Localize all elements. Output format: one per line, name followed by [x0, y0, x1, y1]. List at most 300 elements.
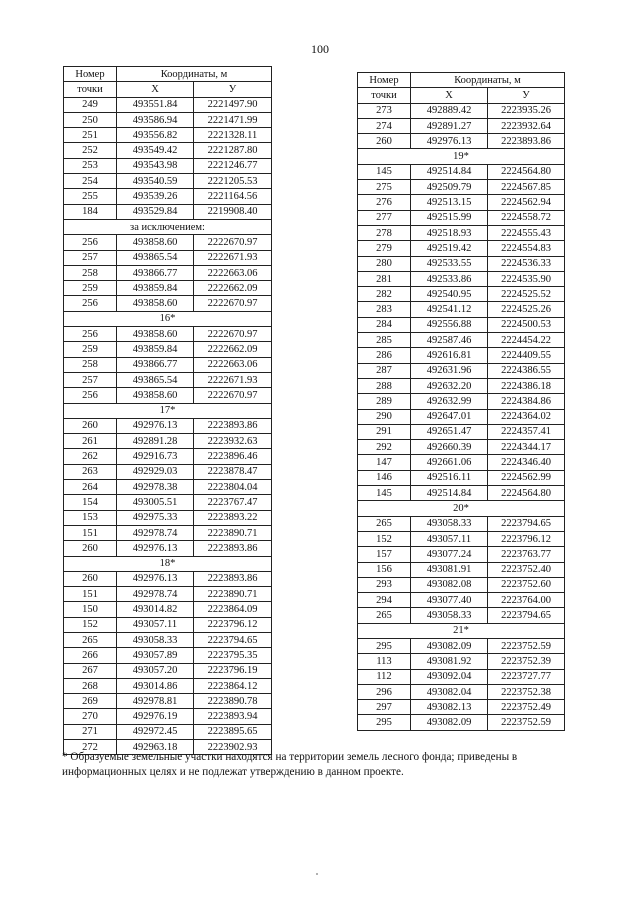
- y-coordinate-cell: 2223752.39: [488, 654, 565, 669]
- x-coordinate-cell: 493082.13: [411, 700, 488, 715]
- y-coordinate-cell: 2224554.83: [488, 241, 565, 256]
- table-row: [64, 143, 272, 158]
- x-coordinate-cell: 493858.60: [117, 296, 194, 311]
- table-row: [358, 669, 565, 684]
- point-number-cell: 153: [64, 510, 117, 525]
- point-number-cell: 294: [358, 593, 411, 608]
- x-coordinate-cell: 493081.91: [411, 562, 488, 577]
- point-number-cell: 253: [64, 158, 117, 173]
- section-row: [358, 149, 565, 164]
- y-coordinate-cell: 2224567.85: [488, 180, 565, 195]
- y-coordinate-cell: 2223893.94: [194, 709, 272, 724]
- table-row: [358, 302, 565, 317]
- table-row: [358, 577, 565, 592]
- point-number-cell: 284: [358, 317, 411, 332]
- point-header-bottom: точки: [358, 88, 411, 103]
- point-number-cell: 265: [358, 608, 411, 623]
- x-coordinate-cell: 493057.89: [117, 648, 194, 663]
- y-coordinate-cell: 2223804.04: [194, 480, 272, 495]
- section-row: [64, 403, 272, 418]
- x-coordinate-cell: 493092.04: [411, 669, 488, 684]
- y-coordinate-cell: 2223864.12: [194, 678, 272, 693]
- point-number-cell: 150: [64, 602, 117, 617]
- table-row: [64, 357, 272, 372]
- x-coordinate-cell: 493014.86: [117, 678, 194, 693]
- x-coordinate-cell: 492889.42: [411, 103, 488, 118]
- x-coordinate-cell: 493058.33: [411, 516, 488, 531]
- y-coordinate-cell: 2223796.12: [488, 531, 565, 546]
- point-number-cell: 266: [64, 648, 117, 663]
- point-number-cell: 259: [64, 342, 117, 357]
- y-coordinate-cell: 2224384.86: [488, 394, 565, 409]
- y-coordinate-cell: 2224564.80: [488, 164, 565, 179]
- y-coordinate-cell: 2222670.97: [194, 327, 272, 342]
- y-coordinate-cell: 2222670.97: [194, 388, 272, 403]
- x-coordinate-cell: 493866.77: [117, 357, 194, 372]
- table-row: [358, 455, 565, 470]
- coordinates-table-right-body: [358, 73, 565, 731]
- y-coordinate-cell: 2221328.11: [194, 128, 272, 143]
- x-coordinate-cell: 493057.20: [117, 663, 194, 678]
- table-row: [358, 164, 565, 179]
- point-number-cell: 280: [358, 256, 411, 271]
- y-coordinate-cell: 2223935.26: [488, 103, 565, 118]
- table-row: [64, 388, 272, 403]
- table-row: [64, 158, 272, 173]
- y-coordinate-cell: 2223794.65: [194, 632, 272, 647]
- x-coordinate-cell: 493529.84: [117, 204, 194, 219]
- x-coordinate-cell: 493081.92: [411, 654, 488, 669]
- section-row: [64, 556, 272, 571]
- table-row: [358, 134, 565, 149]
- coords-header: Координаты, м: [117, 67, 272, 82]
- point-number-cell: 146: [358, 470, 411, 485]
- point-number-cell: 263: [64, 464, 117, 479]
- point-number-cell: 276: [358, 195, 411, 210]
- y-coordinate-cell: 2223895.65: [194, 724, 272, 739]
- x-coordinate-cell: 493082.09: [411, 638, 488, 653]
- x-coordinate-cell: 493082.08: [411, 577, 488, 592]
- x-coordinate-cell: 492632.99: [411, 394, 488, 409]
- table-row: [64, 204, 272, 219]
- table-row: [64, 648, 272, 663]
- table-row: [64, 694, 272, 709]
- x-coordinate-cell: 493539.26: [117, 189, 194, 204]
- table-row: [358, 195, 565, 210]
- table-row: [64, 434, 272, 449]
- table-row: [64, 541, 272, 556]
- table-row: [358, 486, 565, 501]
- table-row: [64, 265, 272, 280]
- x-coordinate-cell: 492929.03: [117, 464, 194, 479]
- table-row: [358, 470, 565, 485]
- table-row: [358, 409, 565, 424]
- point-number-cell: 271: [64, 724, 117, 739]
- table-row: [358, 531, 565, 546]
- x-coordinate-cell: 493556.82: [117, 128, 194, 143]
- section-label: за исключением:: [64, 219, 272, 234]
- table-row: [64, 663, 272, 678]
- y-coordinate-cell: 2223752.60: [488, 577, 565, 592]
- table-row: [358, 700, 565, 715]
- section-label: 17*: [64, 403, 272, 418]
- x-coordinate-cell: 492978.74: [117, 587, 194, 602]
- y-coordinate-cell: 2224357.41: [488, 424, 565, 439]
- section-label: 16*: [64, 311, 272, 326]
- table-row: [358, 394, 565, 409]
- point-number-cell: 295: [358, 715, 411, 730]
- table-row: [358, 593, 565, 608]
- x-header: X: [117, 82, 194, 97]
- point-number-cell: 260: [64, 418, 117, 433]
- point-number-cell: 275: [358, 180, 411, 195]
- x-coordinate-cell: 492556.88: [411, 317, 488, 332]
- table-row: [358, 363, 565, 378]
- point-number-cell: 255: [64, 189, 117, 204]
- x-coordinate-cell: 493057.11: [411, 531, 488, 546]
- x-coordinate-cell: 492891.28: [117, 434, 194, 449]
- y-coordinate-cell: 2224409.55: [488, 348, 565, 363]
- section-label: 18*: [64, 556, 272, 571]
- point-number-cell: 285: [358, 333, 411, 348]
- table-row: [64, 296, 272, 311]
- y-coordinate-cell: 2223893.86: [194, 418, 272, 433]
- point-number-cell: 151: [64, 587, 117, 602]
- x-coordinate-cell: 492972.45: [117, 724, 194, 739]
- y-coordinate-cell: 2223932.64: [488, 118, 565, 133]
- y-coordinate-cell: 2223890.71: [194, 525, 272, 540]
- y-coordinate-cell: 2222663.06: [194, 357, 272, 372]
- x-coordinate-cell: 492540.95: [411, 287, 488, 302]
- table-row: [64, 112, 272, 127]
- point-number-cell: 296: [358, 684, 411, 699]
- y-coordinate-cell: 2223902.93: [194, 740, 272, 755]
- section-row: [64, 219, 272, 234]
- point-number-cell: 113: [358, 654, 411, 669]
- x-coordinate-cell: 493551.84: [117, 97, 194, 112]
- y-coordinate-cell: 2222671.93: [194, 372, 272, 387]
- y-coordinate-cell: 2223752.59: [488, 715, 565, 730]
- y-coordinate-cell: 2224364.02: [488, 409, 565, 424]
- x-coordinate-cell: 493077.40: [411, 593, 488, 608]
- point-number-cell: 154: [64, 495, 117, 510]
- x-coordinate-cell: 493058.33: [117, 632, 194, 647]
- point-number-cell: 152: [64, 617, 117, 632]
- y-coordinate-cell: 2223864.09: [194, 602, 272, 617]
- x-coordinate-cell: 492533.55: [411, 256, 488, 271]
- point-number-cell: 279: [358, 241, 411, 256]
- x-coordinate-cell: 492518.93: [411, 225, 488, 240]
- point-number-cell: 283: [358, 302, 411, 317]
- table-row: [64, 281, 272, 296]
- y-coordinate-cell: 2224346.40: [488, 455, 565, 470]
- table-row: [358, 256, 565, 271]
- y-coordinate-cell: 2224500.53: [488, 317, 565, 332]
- table-row: [64, 617, 272, 632]
- table-row: [64, 342, 272, 357]
- y-coordinate-cell: 2223764.00: [488, 593, 565, 608]
- y-coordinate-cell: 2223893.86: [194, 571, 272, 586]
- x-coordinate-cell: 492976.19: [117, 709, 194, 724]
- coordinates-table-right: [357, 72, 565, 731]
- y-coordinate-cell: 2222663.06: [194, 265, 272, 280]
- table-row: [64, 174, 272, 189]
- point-number-cell: 156: [358, 562, 411, 577]
- table-row: [358, 210, 565, 225]
- y-coordinate-cell: 2224535.90: [488, 271, 565, 286]
- table-row: [64, 587, 272, 602]
- y-coordinate-cell: 2224562.94: [488, 195, 565, 210]
- y-coordinate-cell: 2221287.80: [194, 143, 272, 158]
- x-coordinate-cell: 493865.54: [117, 372, 194, 387]
- point-number-cell: 254: [64, 174, 117, 189]
- x-coordinate-cell: 493005.51: [117, 495, 194, 510]
- point-number-cell: 288: [358, 378, 411, 393]
- x-coordinate-cell: 492963.18: [117, 740, 194, 755]
- table-row: [64, 709, 272, 724]
- scan-speck: [316, 873, 318, 875]
- x-coordinate-cell: 492533.86: [411, 271, 488, 286]
- point-number-cell: 145: [358, 164, 411, 179]
- x-coordinate-cell: 493082.09: [411, 715, 488, 730]
- table-row: [358, 424, 565, 439]
- x-coordinate-cell: 492647.01: [411, 409, 488, 424]
- point-number-cell: 295: [358, 638, 411, 653]
- x-coordinate-cell: 493858.60: [117, 235, 194, 250]
- y-coordinate-cell: 2222670.97: [194, 296, 272, 311]
- section-row: [358, 623, 565, 638]
- point-number-cell: 252: [64, 143, 117, 158]
- x-coordinate-cell: 492651.47: [411, 424, 488, 439]
- table-row: [358, 271, 565, 286]
- table-header-row: [358, 73, 565, 88]
- x-coordinate-cell: 492587.46: [411, 333, 488, 348]
- table-row: [64, 632, 272, 647]
- footnote: * Образуемые земельные участки находятся на территории земель лесного фонда; приведены в информационных целях и не подлежат утверждению в данном проекте.: [62, 751, 518, 778]
- table-row: [358, 440, 565, 455]
- x-coordinate-cell: 492631.96: [411, 363, 488, 378]
- table-row: [358, 103, 565, 118]
- y-coordinate-cell: 2221246.77: [194, 158, 272, 173]
- y-coordinate-cell: 2222662.09: [194, 342, 272, 357]
- section-label: 21*: [358, 623, 565, 638]
- section-label: 19*: [358, 149, 565, 164]
- y-coordinate-cell: 2224525.26: [488, 302, 565, 317]
- table-row: [358, 348, 565, 363]
- point-number-cell: 265: [358, 516, 411, 531]
- x-coordinate-cell: 492916.73: [117, 449, 194, 464]
- y-coordinate-cell: 2222670.97: [194, 235, 272, 250]
- table-row: [64, 602, 272, 617]
- table-row: [64, 480, 272, 495]
- y-coordinate-cell: 2223796.12: [194, 617, 272, 632]
- table-row: [64, 235, 272, 250]
- table-row: [358, 516, 565, 531]
- y-coordinate-cell: 2223752.38: [488, 684, 565, 699]
- y-coordinate-cell: 2224386.55: [488, 363, 565, 378]
- point-number-cell: 260: [64, 541, 117, 556]
- x-coordinate-cell: 492978.74: [117, 525, 194, 540]
- y-coordinate-cell: 2222662.09: [194, 281, 272, 296]
- point-number-cell: 293: [358, 577, 411, 592]
- coordinates-table-left-body: [64, 67, 272, 755]
- table-row: [64, 449, 272, 464]
- table-row: [358, 378, 565, 393]
- table-row: [358, 715, 565, 730]
- point-number-cell: 277: [358, 210, 411, 225]
- point-number-cell: 256: [64, 327, 117, 342]
- point-number-cell: 274: [358, 118, 411, 133]
- point-number-cell: 262: [64, 449, 117, 464]
- point-number-cell: 257: [64, 372, 117, 387]
- point-number-cell: 112: [358, 669, 411, 684]
- point-number-cell: 256: [64, 388, 117, 403]
- x-coordinate-cell: 493586.94: [117, 112, 194, 127]
- x-coordinate-cell: 493082.04: [411, 684, 488, 699]
- table-row: [64, 464, 272, 479]
- point-number-cell: 270: [64, 709, 117, 724]
- table-row: [358, 547, 565, 562]
- y-coordinate-cell: 2223794.65: [488, 608, 565, 623]
- x-coordinate-cell: 492509.79: [411, 180, 488, 195]
- x-coordinate-cell: 493859.84: [117, 281, 194, 296]
- table-row: [64, 97, 272, 112]
- point-number-cell: 257: [64, 250, 117, 265]
- x-coordinate-cell: 493865.54: [117, 250, 194, 265]
- y-coordinate-cell: 2223896.46: [194, 449, 272, 464]
- x-coordinate-cell: 493058.33: [411, 608, 488, 623]
- point-number-cell: 273: [358, 103, 411, 118]
- point-number-cell: 265: [64, 632, 117, 647]
- y-coordinate-cell: 2224555.43: [488, 225, 565, 240]
- x-coordinate-cell: 493858.60: [117, 327, 194, 342]
- y-coordinate-cell: 2223796.19: [194, 663, 272, 678]
- y-coordinate-cell: 2224558.72: [488, 210, 565, 225]
- y-header: У: [488, 88, 565, 103]
- point-number-cell: 268: [64, 678, 117, 693]
- point-number-cell: 258: [64, 265, 117, 280]
- point-number-cell: 256: [64, 235, 117, 250]
- y-coordinate-cell: 2219908.40: [194, 204, 272, 219]
- point-number-cell: 184: [64, 204, 117, 219]
- point-number-cell: 260: [358, 134, 411, 149]
- y-coordinate-cell: 2224525.52: [488, 287, 565, 302]
- point-number-cell: 286: [358, 348, 411, 363]
- table-row: [64, 571, 272, 586]
- x-coordinate-cell: 492891.27: [411, 118, 488, 133]
- y-coordinate-cell: 2221205.53: [194, 174, 272, 189]
- y-coordinate-cell: 2223878.47: [194, 464, 272, 479]
- point-number-cell: 152: [358, 531, 411, 546]
- x-coordinate-cell: 493077.24: [411, 547, 488, 562]
- x-coordinate-cell: 492519.42: [411, 241, 488, 256]
- table-row: [358, 287, 565, 302]
- table-row: [358, 684, 565, 699]
- y-coordinate-cell: 2224386.18: [488, 378, 565, 393]
- y-coordinate-cell: 2223893.86: [194, 541, 272, 556]
- y-coordinate-cell: 2223794.65: [488, 516, 565, 531]
- point-number-cell: 287: [358, 363, 411, 378]
- table-row: [358, 118, 565, 133]
- table-row: [358, 180, 565, 195]
- point-number-cell: 278: [358, 225, 411, 240]
- point-number-cell: 261: [64, 434, 117, 449]
- y-coordinate-cell: 2223727.77: [488, 669, 565, 684]
- y-coordinate-cell: 2223890.78: [194, 694, 272, 709]
- x-header: X: [411, 88, 488, 103]
- y-coordinate-cell: 2224562.99: [488, 470, 565, 485]
- y-coordinate-cell: 2223763.77: [488, 547, 565, 562]
- table-row: [64, 128, 272, 143]
- y-coordinate-cell: 2222671.93: [194, 250, 272, 265]
- y-coordinate-cell: 2221471.99: [194, 112, 272, 127]
- point-number-cell: 249: [64, 97, 117, 112]
- table-row: [64, 525, 272, 540]
- point-number-cell: 289: [358, 394, 411, 409]
- x-coordinate-cell: 492978.81: [117, 694, 194, 709]
- point-header-top: Номер: [358, 73, 411, 88]
- table-row: [358, 654, 565, 669]
- page-number: 100: [311, 42, 329, 56]
- x-coordinate-cell: 493858.60: [117, 388, 194, 403]
- table-row: [64, 250, 272, 265]
- x-coordinate-cell: 493866.77: [117, 265, 194, 280]
- y-coordinate-cell: 2224344.17: [488, 440, 565, 455]
- point-number-cell: 157: [358, 547, 411, 562]
- table-row: [64, 510, 272, 525]
- section-row: [64, 311, 272, 326]
- y-coordinate-cell: 2224536.33: [488, 256, 565, 271]
- x-coordinate-cell: 493014.82: [117, 602, 194, 617]
- x-coordinate-cell: 492632.20: [411, 378, 488, 393]
- coords-header: Координаты, м: [411, 73, 565, 88]
- y-coordinate-cell: 2223752.40: [488, 562, 565, 577]
- x-coordinate-cell: 492541.12: [411, 302, 488, 317]
- point-number-cell: 250: [64, 112, 117, 127]
- point-number-cell: 269: [64, 694, 117, 709]
- point-number-cell: 292: [358, 440, 411, 455]
- point-number-cell: 256: [64, 296, 117, 311]
- table-row: [358, 225, 565, 240]
- point-header-bottom: точки: [64, 82, 117, 97]
- point-number-cell: 260: [64, 571, 117, 586]
- table-header-row: [64, 67, 272, 82]
- y-coordinate-cell: 2221497.90: [194, 97, 272, 112]
- table-row: [64, 678, 272, 693]
- table-row: [358, 608, 565, 623]
- table-row: [64, 495, 272, 510]
- x-coordinate-cell: 492514.84: [411, 164, 488, 179]
- point-number-cell: 267: [64, 663, 117, 678]
- table-row: [64, 418, 272, 433]
- table-row: [358, 562, 565, 577]
- x-coordinate-cell: 492661.06: [411, 455, 488, 470]
- table-subheader-row: [64, 82, 272, 97]
- x-coordinate-cell: 493057.11: [117, 617, 194, 632]
- x-coordinate-cell: 492513.15: [411, 195, 488, 210]
- table-row: [64, 189, 272, 204]
- table-row: [64, 372, 272, 387]
- y-coordinate-cell: 2224564.80: [488, 486, 565, 501]
- y-coordinate-cell: 2223932.63: [194, 434, 272, 449]
- point-number-cell: 151: [64, 525, 117, 540]
- x-coordinate-cell: 492976.13: [117, 418, 194, 433]
- x-coordinate-cell: 492660.39: [411, 440, 488, 455]
- y-header: У: [194, 82, 272, 97]
- point-number-cell: 282: [358, 287, 411, 302]
- x-coordinate-cell: 492976.13: [411, 134, 488, 149]
- x-coordinate-cell: 492515.99: [411, 210, 488, 225]
